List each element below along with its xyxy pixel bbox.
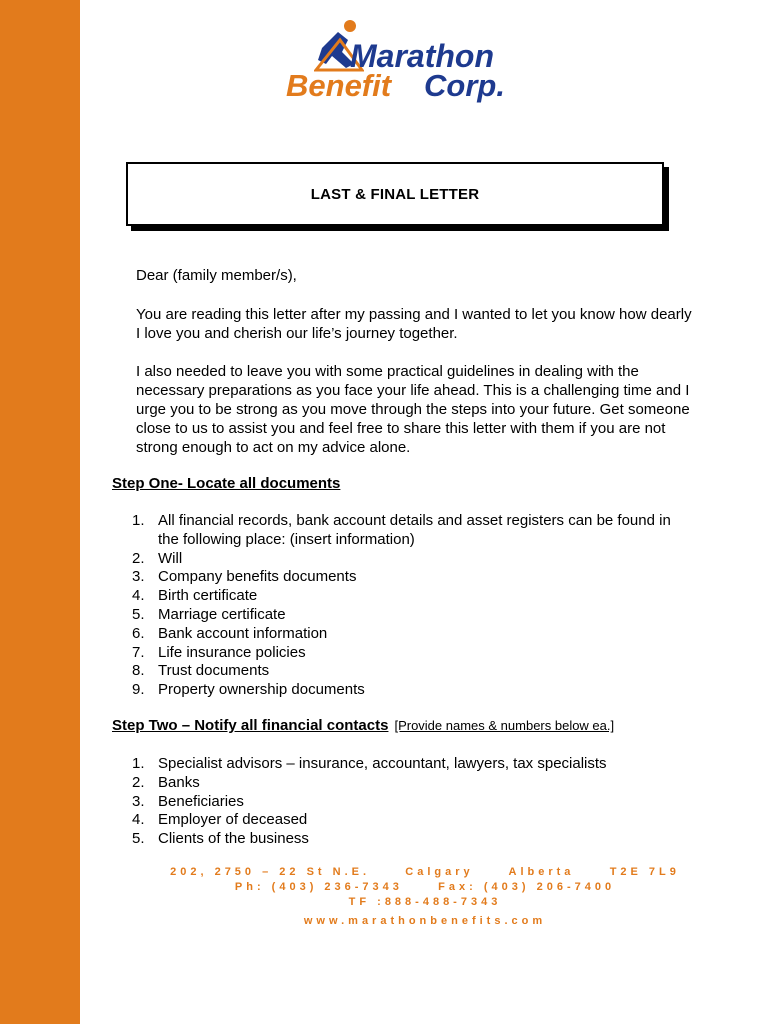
- step-one-heading: [112, 475, 340, 492]
- list-item: 6. Bank account information: [132, 624, 328, 642]
- list-item: 5. Marriage certificate: [132, 605, 286, 623]
- logo-benefit-text: Benefit: [286, 68, 392, 103]
- footer-address: 202, 2750 – 22 St N.E. Calgary Alberta T2E 7L9: [170, 866, 680, 878]
- letter-title-box: [126, 162, 664, 226]
- footer-tollfree: TF :888-488-7343: [348, 896, 502, 908]
- footer-phones: Ph: (403) 236-7343 Fax: (403) 206-7400: [234, 881, 616, 893]
- list-item: 3. Beneficiaries: [132, 792, 244, 810]
- letter-title: LAST & FINAL LETTER: [310, 185, 480, 203]
- list-item: 1. Specialist advisors – insurance, accountant, lawyers, tax specialists: [132, 755, 607, 772]
- logo-corp-text: Corp.: [424, 68, 505, 103]
- footer-website: www.marathonbenefits.com: [303, 915, 547, 927]
- step-two-heading: [112, 717, 614, 734]
- step-two-title: Step Two – Notify all financial contacts: [112, 717, 389, 734]
- step-one-list: [132, 512, 692, 700]
- list-item: 9. Property ownership documents: [132, 681, 365, 699]
- list-item: 7. Life insurance policies: [132, 643, 306, 661]
- step-two-list: [132, 755, 692, 849]
- side-accent-bar: [0, 0, 80, 1024]
- list-item: 5. Clients of the business: [132, 830, 309, 848]
- step-two-note: [Provide names & numbers below ea.]: [394, 718, 615, 733]
- company-logo: [284, 18, 544, 102]
- logo-marathon-text: Marathon: [350, 38, 494, 74]
- paragraph-guidelines: I also needed to leave you with some practical guidelines in dealing with the necessary preparations as you face your life ahead. This is a challenging time and I urge you to be strong as you move through the steps into your future. Get someone close to us to assist you and feel free to share this letter with them if you are not strong enough to act on my advice alone.: [136, 363, 690, 456]
- salutation: Dear (family member/s),: [136, 267, 297, 284]
- paragraph-intro: You are reading this letter after my passing and I wanted to let you know how dearly I love you and cherish our life’s journey together.: [136, 306, 692, 342]
- list-item: 8. Trust documents: [132, 662, 270, 680]
- list-item: 1. All financial records, bank account details and asset registers can be found in the following place: (insert information): [132, 512, 671, 548]
- list-item: 4. Birth certificate: [132, 587, 258, 605]
- list-item: 2. Will: [132, 549, 183, 567]
- list-item: 2. Banks: [132, 773, 200, 791]
- step-one-title: Step One- Locate all documents: [112, 475, 341, 492]
- list-item: 4. Employer of deceased: [132, 811, 308, 829]
- list-item: 3. Company benefits documents: [132, 568, 357, 586]
